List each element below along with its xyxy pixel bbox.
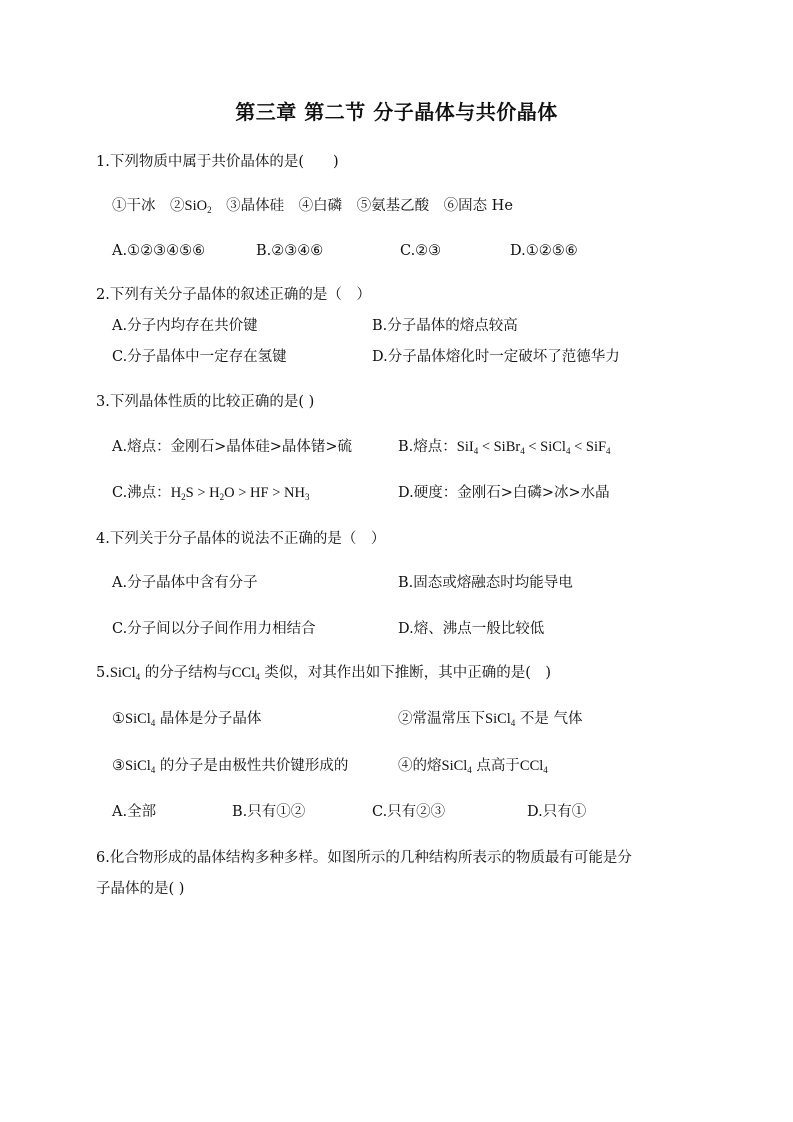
q4-option-a[interactable]: A.分子晶体中含有分子	[112, 575, 258, 591]
q5-statement-1: ①SiCl$_4$ 晶体是分子晶体	[112, 711, 262, 728]
q2-option-d[interactable]: D.分子晶体熔化时一定破坏了范德华力	[372, 349, 620, 365]
q2-option-c[interactable]: C.分子晶体中一定存在氢键	[112, 349, 287, 365]
q5-option-d[interactable]: D.只有①	[527, 804, 587, 820]
q3-option-d[interactable]: D.硬度：金刚石>白磷>冰>水晶	[398, 485, 610, 501]
q4-option-d[interactable]: D.熔、沸点一般比较低	[398, 621, 545, 637]
q4-option-b[interactable]: B.固态或熔融态时均能导电	[398, 575, 573, 591]
q3-option-c[interactable]: C.沸点：$H_2S > H_2O$ > HF > $NH_3$	[112, 485, 310, 502]
q1-option-b[interactable]: B.②③④⑥	[256, 243, 324, 259]
q5-statement-2: ②常温常压下SiCl$_4$ 不是 气体	[398, 711, 583, 728]
q6-stem-line-1: 6.化合物形成的晶体结构多种多样。如图所示的几种结构所表示的物质最有可能是分	[96, 850, 632, 866]
q1-option-a[interactable]: A.①②③④⑤⑥	[112, 243, 206, 259]
q3-option-a[interactable]: A.熔点：金刚石>晶体硅>晶体锗>硫	[112, 439, 353, 455]
q6-stem-line-2: 子晶体的是( )	[96, 881, 185, 897]
page-title: 第三章 第二节 分子晶体与共价晶体	[235, 100, 558, 124]
q5-statement-3: ③SiCl$_4$ 的分子是由极性共价键形成的	[112, 758, 349, 775]
q5-option-b[interactable]: B.只有①②	[232, 804, 306, 820]
q5-option-a[interactable]: A.全部	[112, 804, 157, 820]
q1-items: ①干冰 ②SiO$_2$ ③晶体硅 ④白磷 ⑤氨基乙酸 ⑥固态 He	[112, 198, 513, 215]
q4-option-c[interactable]: C.分子间以分子间作用力相结合	[112, 621, 316, 637]
q5-stem: 5.SiCl$_4$ 的分子结构与CCl$_4$ 类似，对其作出如下推断，其中正确的是( )	[96, 665, 552, 682]
q5-statement-4: ④的熔SiCl$_4$ 点高于CCl$_4$	[398, 758, 548, 775]
q2-option-a[interactable]: A.分子内均存在共价键	[112, 318, 258, 334]
q2-stem: 2.下列有关分子晶体的叙述正确的是（ ）	[96, 287, 371, 303]
q3-option-b[interactable]: B.熔点：SiI$_4$ < SiBr$_4$ < SiCl$_4$ < SiF$_4$	[398, 439, 611, 456]
q5-option-c[interactable]: C.只有②③	[372, 804, 446, 820]
q1-stem: 1.下列物质中属于共价晶体的是( )	[96, 154, 339, 170]
q4-stem: 4.下列关于分子晶体的说法不正确的是（ ）	[96, 531, 386, 547]
q2-option-b[interactable]: B.分子晶体的熔点较高	[372, 318, 518, 334]
q1-option-c[interactable]: C.②③	[400, 243, 442, 259]
q1-option-d[interactable]: D.①②⑤⑥	[510, 243, 578, 259]
q3-stem: 3.下列晶体性质的比较正确的是( )	[96, 394, 315, 410]
